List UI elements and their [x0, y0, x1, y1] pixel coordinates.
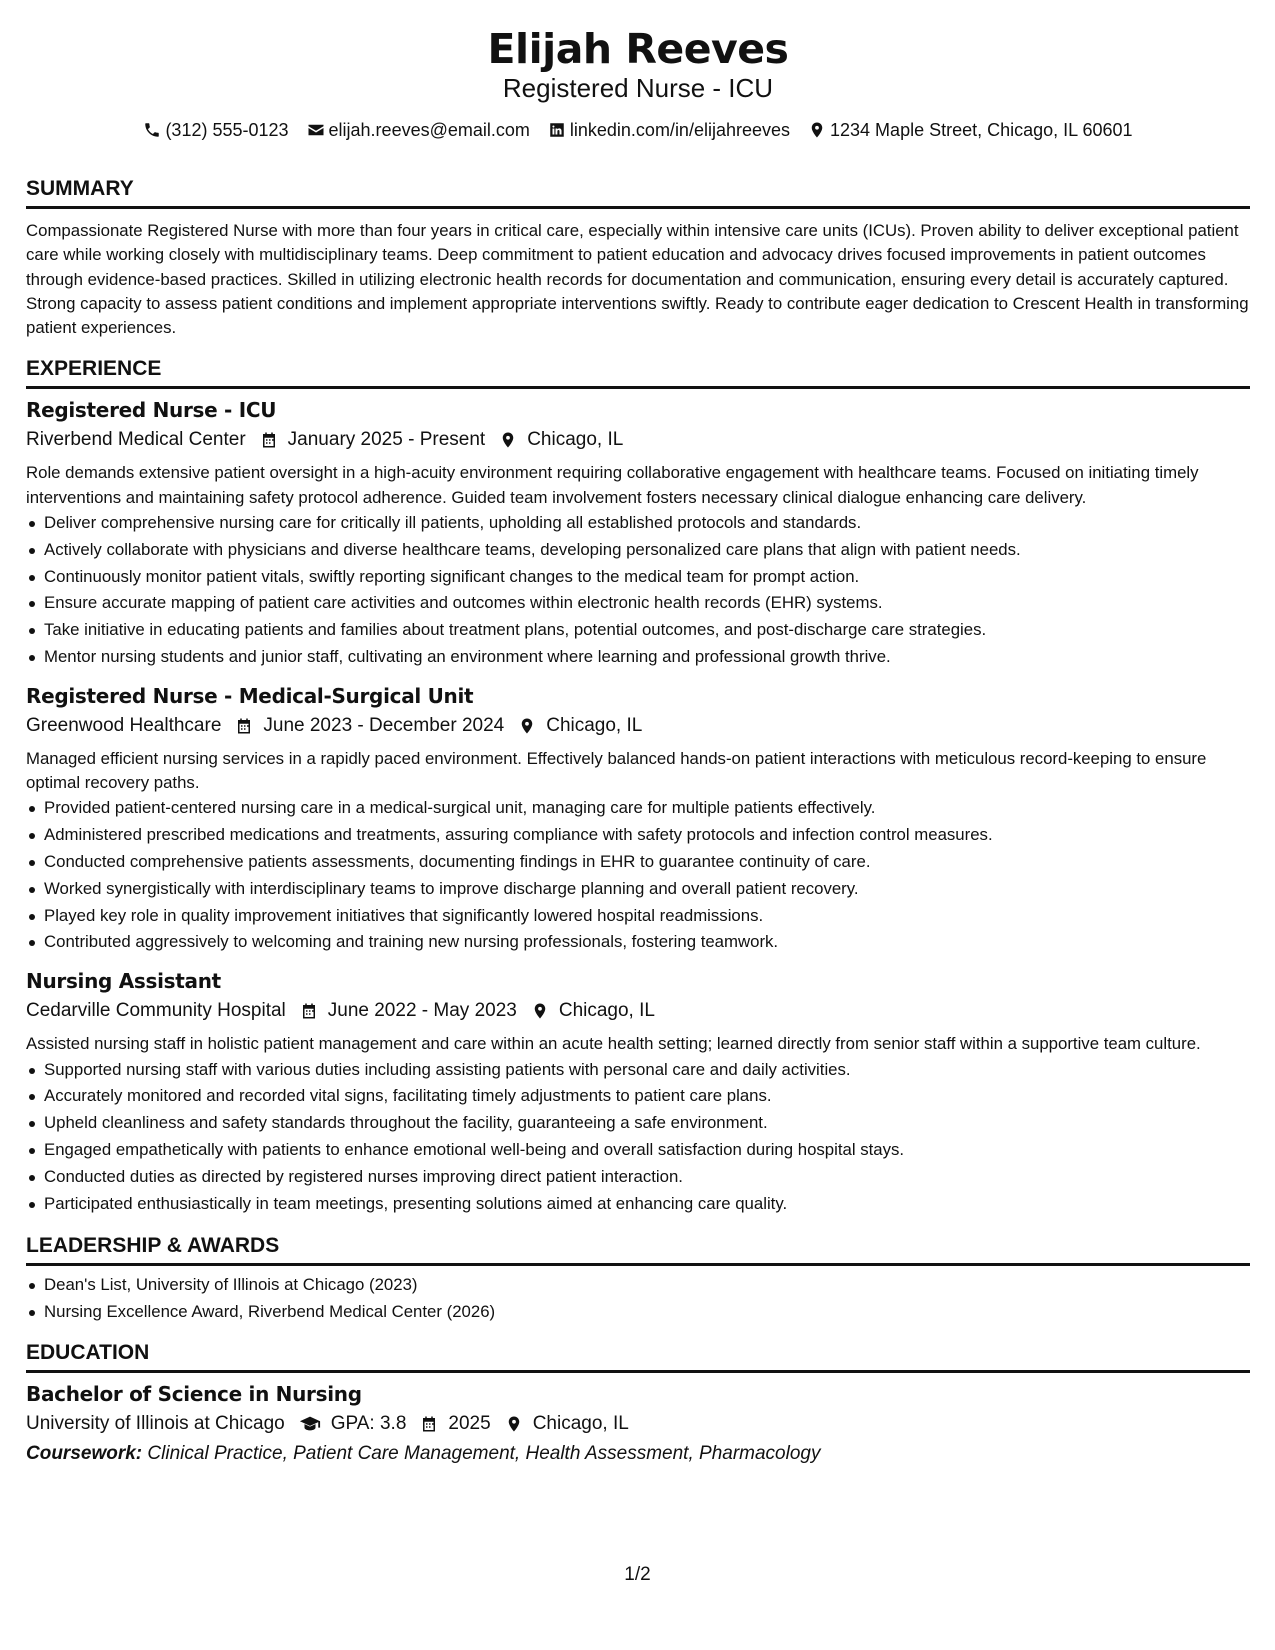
map-pin-icon: [518, 717, 536, 735]
job-dates: January 2025 - Present: [287, 429, 486, 451]
list-item: Played key role in quality improvement initiatives that significantly lowered hospital readmissions.: [26, 903, 1250, 930]
list-item: Participated enthusiastically in team meetings, presenting solutions aimed at enhancing care quality.: [26, 1191, 1250, 1218]
list-item: Supported nursing staff with various duties including assisting patients with personal care and daily activities.: [26, 1057, 1250, 1084]
job-title: Registered Nurse - Medical-Surgical Unit: [26, 683, 474, 708]
candidate-name: Elijah Reeves: [487, 25, 789, 73]
job-description: Managed efficient nursing services in a rapidly paced environment. Effectively balanced hands-on patient interactions with meticulous record-keeping to ensure optimal recovery paths.: [26, 748, 1207, 793]
contact-linkedin[interactable]: [548, 118, 790, 142]
job-bullets: [26, 510, 1250, 671]
list-item: Actively collaborate with physicians and diverse healthcare teams, developing personalized care plans that align with patient needs.: [26, 537, 1250, 564]
coursework-label: Coursework:: [26, 1442, 143, 1464]
list-item: Provided patient-centered nursing care in a medical-surgical unit, managing care for multiple patients effectively.: [26, 795, 1250, 822]
job-bullets: [26, 1057, 1250, 1218]
section-divider: [26, 1370, 1250, 1373]
list-item: Mentor nursing students and junior staff, cultivating an environment where learning and professional growth thrive.: [26, 644, 1250, 671]
calendar-icon: [420, 1415, 438, 1433]
envelope-icon: [307, 121, 325, 139]
section-heading: EXPERIENCE: [26, 357, 162, 381]
list-item: Accurately monitored and recorded vital signs, facilitating timely adjustments to patient care plans.: [26, 1083, 1250, 1110]
summary-text: Compassionate Registered Nurse with more than four years in critical care, especially within intensive care units (ICUs). Proven ability to deliver exceptional patient care while working closely with multidisciplinary teams. Deep commitment to patient education and advocacy drives focused improvements in patient outcomes through evidence-based practices. Skilled in utilizing electronic health records for documentation and communication, ensuring every detail is accurately captured. Strong capacity to assess patient conditions and implement appropriate interventions swiftly. Ready to contribute eager dedication to Crescent Health in transforming patient experiences.: [26, 221, 1249, 338]
phone-text: (312) 555-0123: [165, 120, 289, 140]
job-entry: [26, 968, 1250, 1217]
map-pin-icon: [531, 1002, 549, 1020]
list-item: Take initiative in educating patients and families about treatment plans, potential outcomes, and post-discharge care strategies.: [26, 617, 1250, 644]
job-title: Nursing Assistant: [26, 969, 221, 994]
coursework-text: Clinical Practice, Patient Care Management, Health Assessment, Pharmacology: [147, 1442, 821, 1464]
job-location: Chicago, IL: [527, 429, 624, 451]
calendar-icon: [260, 431, 278, 449]
job-entry: [26, 397, 1250, 670]
section-heading: SUMMARY: [26, 177, 134, 200]
list-item: Contributed aggressively to welcoming and training new nursing professionals, fostering teamwork.: [26, 929, 1250, 956]
list-item: Administered prescribed medications and treatments, assuring compliance with safety protocols and infection control measures.: [26, 822, 1250, 849]
section-divider: [26, 1263, 1250, 1266]
degree-title: Bachelor of Science in Nursing: [26, 1381, 362, 1406]
job-meta: [26, 713, 1250, 739]
page-number: 1/2: [624, 1564, 651, 1585]
job-bullets: [26, 795, 1250, 956]
employer-name: Greenwood Healthcare: [26, 714, 222, 736]
contact-address: [808, 118, 1133, 142]
job-dates: June 2022 - May 2023: [327, 1000, 517, 1022]
job-location: Chicago, IL: [546, 714, 643, 736]
list-item: Conducted comprehensive patients assessments, documenting findings in EHR to guarantee continuity of care.: [26, 849, 1250, 876]
list-item: Nursing Excellence Award, Riverbend Medical Center (2026): [26, 1299, 1250, 1326]
map-pin-icon: [505, 1415, 523, 1433]
summary-section: [26, 176, 1250, 340]
map-pin-icon: [499, 431, 517, 449]
job-location: Chicago, IL: [558, 1000, 655, 1022]
job-entry: [26, 683, 1250, 956]
email-text: elijah.reeves@email.com: [328, 120, 530, 140]
list-item: Dean's List, University of Illinois at Chicago (2023): [26, 1272, 1250, 1299]
job-meta: [26, 998, 1250, 1024]
education-meta: [26, 1411, 1250, 1437]
address-text: 1234 Maple Street, Chicago, IL 60601: [830, 120, 1133, 140]
coursework-line: [26, 1441, 1250, 1467]
contact-phone[interactable]: [143, 118, 288, 142]
awards-list: [26, 1272, 1250, 1326]
job-description: Assisted nursing staff in holistic patient management and care within an acute health setting; learned directly from senior staff within a supportive team culture.: [26, 1034, 1201, 1054]
graduation-cap-icon: [299, 1413, 321, 1435]
contact-bar: [26, 118, 1250, 142]
section-divider: [26, 386, 1250, 389]
section-heading: LEADERSHIP & AWARDS: [26, 1234, 280, 1258]
calendar-icon: [235, 717, 253, 735]
employer-name: Riverbend Medical Center: [26, 429, 246, 451]
list-item: Ensure accurate mapping of patient care activities and outcomes within electronic health records (EHR) systems.: [26, 590, 1250, 617]
contact-email[interactable]: [307, 118, 530, 142]
list-item: Conducted duties as directed by registered nurses improving direct patient interaction.: [26, 1164, 1250, 1191]
resume-page: [26, 0, 1250, 1467]
phone-icon: [143, 121, 161, 139]
linkedin-text: linkedin.com/in/elijahreeves: [569, 120, 791, 140]
list-item: Continuously monitor patient vitals, swiftly reporting significant changes to the medical team for prompt action.: [26, 564, 1250, 591]
list-item: Engaged empathetically with patients to enhance emotional well-being and overall satisfaction during hospital stays.: [26, 1137, 1250, 1164]
employer-name: Cedarville Community Hospital: [26, 1000, 286, 1022]
resume-header: [26, 0, 1250, 142]
job-dates: June 2023 - December 2024: [263, 714, 505, 736]
gpa-text: GPA: 3.8: [330, 1412, 407, 1434]
graduation-year: 2025: [448, 1412, 491, 1434]
section-divider: [26, 206, 1250, 209]
candidate-title: Registered Nurse - ICU: [502, 73, 774, 103]
section-heading: EDUCATION: [26, 1340, 150, 1364]
linkedin-icon: [548, 121, 566, 139]
school-name: University of Illinois at Chicago: [26, 1412, 285, 1434]
job-description: Role demands extensive patient oversight in a high-acuity environment requiring collaborative engagement with healthcare teams. Focused on initiating timely interventions and maintaining safety protocol adherence. Guided team involvement fosters necessary clinical dialogue enhancing care delivery.: [26, 463, 1199, 507]
list-item: Upheld cleanliness and safety standards throughout the facility, guaranteeing a safe environment.: [26, 1110, 1250, 1137]
map-pin-icon: [808, 121, 826, 139]
experience-section: [26, 356, 1250, 1217]
education-section: [26, 1340, 1250, 1467]
list-item: Deliver comprehensive nursing care for critically ill patients, upholding all established protocols and standards.: [26, 510, 1250, 537]
job-meta: [26, 427, 1250, 453]
education-location: Chicago, IL: [532, 1412, 629, 1434]
calendar-icon: [300, 1002, 318, 1020]
job-title: Registered Nurse - ICU: [26, 398, 277, 423]
awards-section: [26, 1233, 1250, 1326]
list-item: Worked synergistically with interdisciplinary teams to improve discharge planning and overall patient recovery.: [26, 876, 1250, 903]
